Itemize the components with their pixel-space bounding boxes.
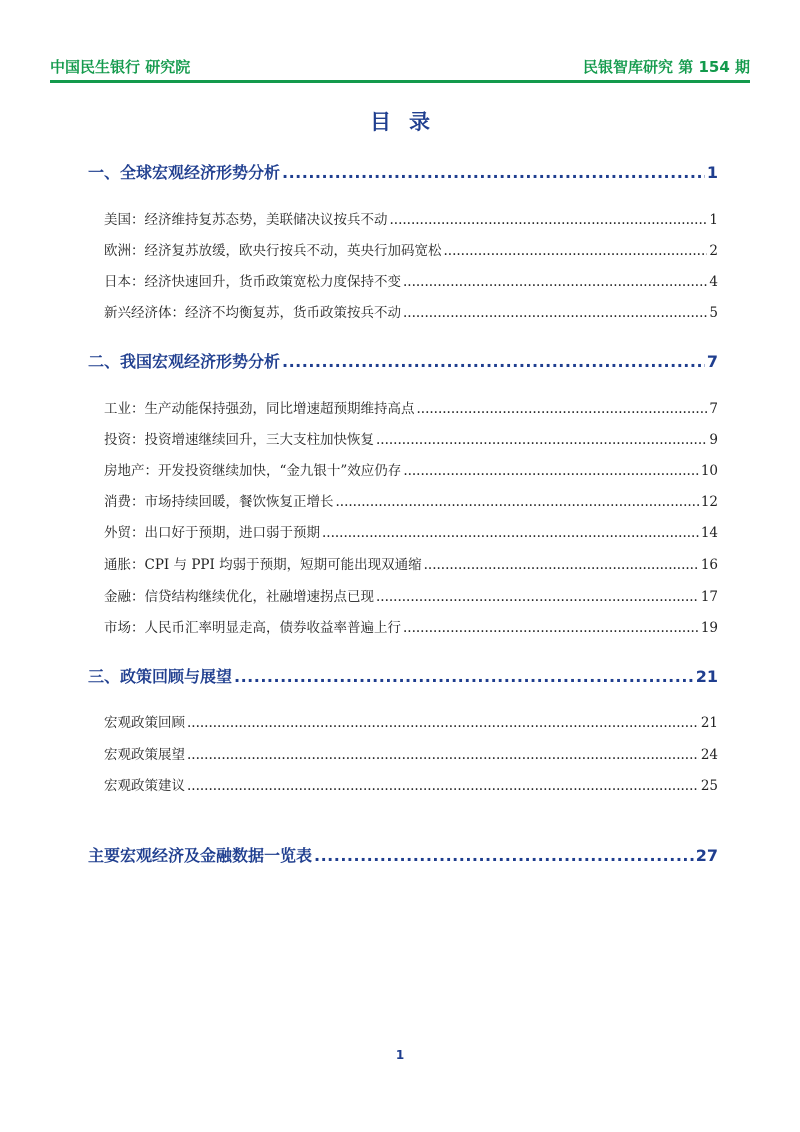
toc-item-label: 宏观政策建议 <box>104 778 185 794</box>
toc-item[interactable] <box>104 239 718 259</box>
toc-item[interactable] <box>104 490 718 510</box>
toc-item[interactable] <box>104 270 718 290</box>
toc-page-number: 14 <box>700 525 718 541</box>
toc-item-label: 工业：生产动能保持强劲，同比增速超预期维持高点 <box>104 401 415 417</box>
toc-item[interactable] <box>104 743 718 763</box>
toc-item-label: 外贸：出口好于预期，进口弱于预期 <box>104 525 320 541</box>
toc-item-label: 通胀：CPI 与 PPI 均弱于预期，短期可能出现双通缩 <box>104 557 422 573</box>
toc-item-label: 消费：市场持续回暖，餐饮恢复正增长 <box>104 494 334 510</box>
toc-item[interactable] <box>104 553 718 573</box>
toc-page-number: 24 <box>700 747 718 763</box>
toc-page-number: 7 <box>706 352 718 371</box>
toc-item[interactable] <box>104 711 718 731</box>
toc-page-number: 2 <box>709 243 718 259</box>
toc-page-number: 21 <box>700 715 718 731</box>
toc-page-number: 16 <box>700 557 718 573</box>
dot-leader <box>322 525 699 541</box>
toc-item[interactable] <box>104 301 718 321</box>
toc-item-label: 市场：人民币汇率明显走高，债券收益率普遍上行 <box>104 620 401 636</box>
toc-page-number: 21 <box>695 667 718 686</box>
toc-item-label: 宏观政策展望 <box>104 747 185 763</box>
toc-page-number: 12 <box>700 494 718 510</box>
toc-page-number: 27 <box>695 846 718 865</box>
header-issue: 民银智库研究 第 154 期 <box>583 58 750 76</box>
toc-section-label: 三、政策回顾与展望 <box>88 667 233 686</box>
toc-item-label: 投资：投资增速继续回升，三大支柱加快恢复 <box>104 432 374 448</box>
dot-leader <box>234 667 694 686</box>
toc-item-label: 美国：经济维持复苏态势，美联储决议按兵不动 <box>104 212 388 228</box>
toc-page-number: 1 <box>709 212 718 228</box>
toc-item[interactable] <box>104 585 718 605</box>
dot-leader <box>282 163 705 182</box>
toc-section-label: 二、我国宏观经济形势分析 <box>88 352 281 371</box>
dot-leader <box>282 352 705 371</box>
toc-item-label: 宏观政策回顾 <box>104 715 185 731</box>
toc-item-label: 新兴经济体：经济不均衡复苏，货币政策按兵不动 <box>104 305 401 321</box>
toc-section-3[interactable] <box>88 664 718 687</box>
header-org-name: 中国民生银行 研究院 <box>50 58 191 76</box>
toc-item-label: 金融：信贷结构继续优化，社融增速拐点已现 <box>104 589 374 605</box>
dot-leader <box>403 305 707 321</box>
dot-leader <box>187 747 699 763</box>
toc-page-number: 25 <box>700 778 718 794</box>
toc-item[interactable] <box>104 774 718 794</box>
toc-page-number: 5 <box>709 305 718 321</box>
dot-leader <box>376 432 707 448</box>
dot-leader <box>417 401 708 417</box>
toc-item[interactable] <box>104 428 718 448</box>
toc-section-2[interactable] <box>88 349 718 372</box>
toc-item[interactable] <box>104 208 718 228</box>
dot-leader <box>187 715 699 731</box>
toc-item-label: 日本：经济快速回升，货币政策宽松力度保持不变 <box>104 274 401 290</box>
toc-section-label: 一、全球宏观经济形势分析 <box>88 163 281 182</box>
dot-leader <box>187 778 699 794</box>
dot-leader <box>403 274 707 290</box>
dot-leader <box>444 243 708 259</box>
toc-page-number: 4 <box>709 274 718 290</box>
toc-item-label: 欧洲：经济复苏放缓，欧央行按兵不动，英央行加码宽松 <box>104 243 442 259</box>
toc-page-number: 10 <box>700 463 718 479</box>
toc-item[interactable] <box>104 616 718 636</box>
toc-title: 目录 <box>370 110 448 134</box>
toc-item[interactable] <box>104 521 718 541</box>
dot-leader <box>376 589 699 605</box>
dot-leader <box>390 212 708 228</box>
toc-section-1[interactable] <box>88 160 718 183</box>
dot-leader <box>403 463 699 479</box>
dot-leader <box>336 494 699 510</box>
dot-leader <box>314 846 694 865</box>
dot-leader <box>403 620 699 636</box>
toc-page-number: 7 <box>709 401 718 417</box>
toc-item[interactable] <box>104 397 718 417</box>
toc-item[interactable] <box>104 459 718 479</box>
toc-page-number: 1 <box>706 163 718 182</box>
toc-page-number: 17 <box>700 589 718 605</box>
dot-leader <box>424 557 699 573</box>
page-header <box>50 52 750 83</box>
toc-section-appendix[interactable] <box>88 843 718 866</box>
toc-section-label: 主要宏观经济及金融数据一览表 <box>88 846 313 865</box>
page-number: 1 <box>395 1048 405 1062</box>
toc-page-number: 19 <box>700 620 718 636</box>
toc-item-label: 房地产：开发投资继续加快，“金九银十”效应仍存 <box>104 463 402 479</box>
toc-page-number: 9 <box>709 432 718 448</box>
